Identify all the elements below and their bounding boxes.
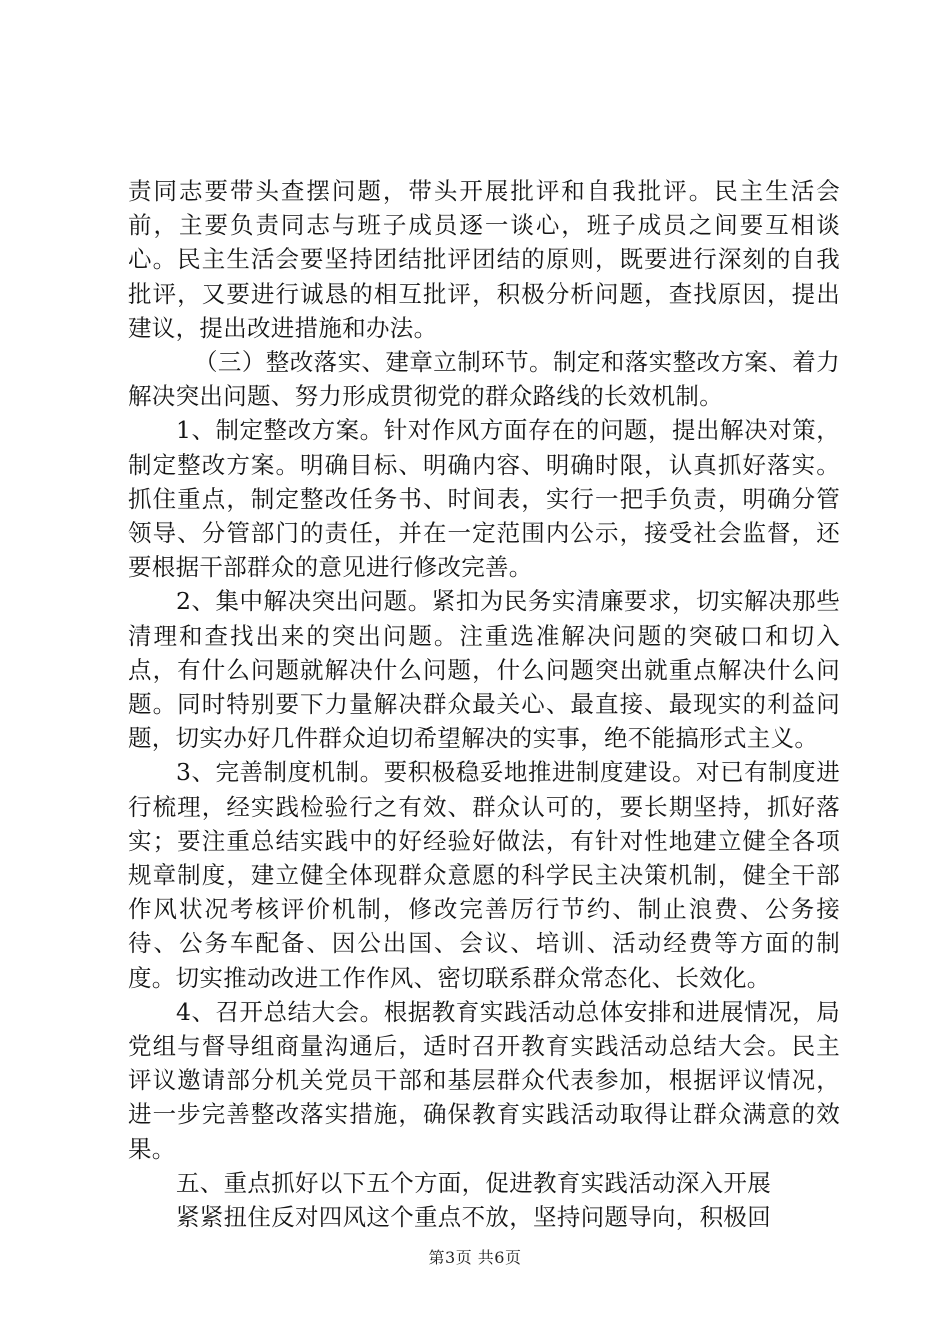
paragraph-item-4: 4、召开总结大会。根据教育实践活动总体安排和进展情况，局党组与督导组商量沟通后，适时召开教育实践活动总结大会。民主评议邀请部分机关党员干部和基层群众代表参加，根据评议情况，进一步完善整改落实措施，确保教育实践活动取得让群众满意的效果。: [128, 997, 840, 1163]
paragraph-continued: 紧紧扭住反对四风这个重点不放，坚持问题导向，积极回: [176, 1203, 771, 1232]
section-heading-rectification: （三）整改落实、建章立制环节。制定和落实整改方案、着力解决突出问题、努力形成贯彻党的群众路线的长效机制。: [128, 348, 840, 411]
paragraph-continuation: 责同志要带头查摆问题，带头开展批评和自我批评。民主生活会前，主要负责同志与班子成员逐一谈心，班子成员之间要互相谈心。民主生活会要坚持团结批评团结的原则，既要进行深刻的自我批评，又要进行诚恳的相互批评，积极分析问题，查找原因，提出建议，提出改进措施和办法。: [128, 177, 840, 342]
paragraph-item-1: 1、制定整改方案。针对作风方面存在的问题，提出解决对策，制定整改方案。明确目标、明确内容、明确时限，认真抓好落实。抓住重点，制定整改任务书、时间表，实行一把手负责，明确分管领导、分管部门的责任，并在一定范围内公示，接受社会监督，还要根据干部群众的意见进行修改完善。: [128, 416, 840, 582]
section-heading-five-aspects: 五、重点抓好以下五个方面，促进教育实践活动深入开展: [176, 1168, 771, 1197]
paragraph-item-3: 3、完善制度机制。要积极稳妥地推进制度建设。对已有制度进行梳理，经实践检验行之有效、群众认可的，要长期坚持，抓好落实；要注重总结实践中的好经验好做法，有针对性地建立健全各项规章制度，建立健全体现群众意愿的科学民主决策机制，健全干部作风状况考核评价机制，修改完善厉行节约、制止浪费、公务接待、公务车配备、因公出国、会议、培训、活动经费等方面的制度。切实推动改进工作作风、密切联系群众常态化、长效化。: [128, 758, 840, 992]
page-number-footer: 第3页 共6页: [428, 1248, 522, 1267]
paragraph-item-2: 2、集中解决突出问题。紧扣为民务实清廉要求，切实解决那些清理和查找出来的突出问题。注重选准解决问题的突破口和切入点，有什么问题就解决什么问题，什么问题突出就重点解决什么问题。同时特别要下力量解决群众最关心、最直接、最现实的利益问题，切实办好几件群众迫切希望解决的实事，绝不能搞形式主义。: [128, 587, 840, 753]
document-body: [128, 174, 840, 1234]
